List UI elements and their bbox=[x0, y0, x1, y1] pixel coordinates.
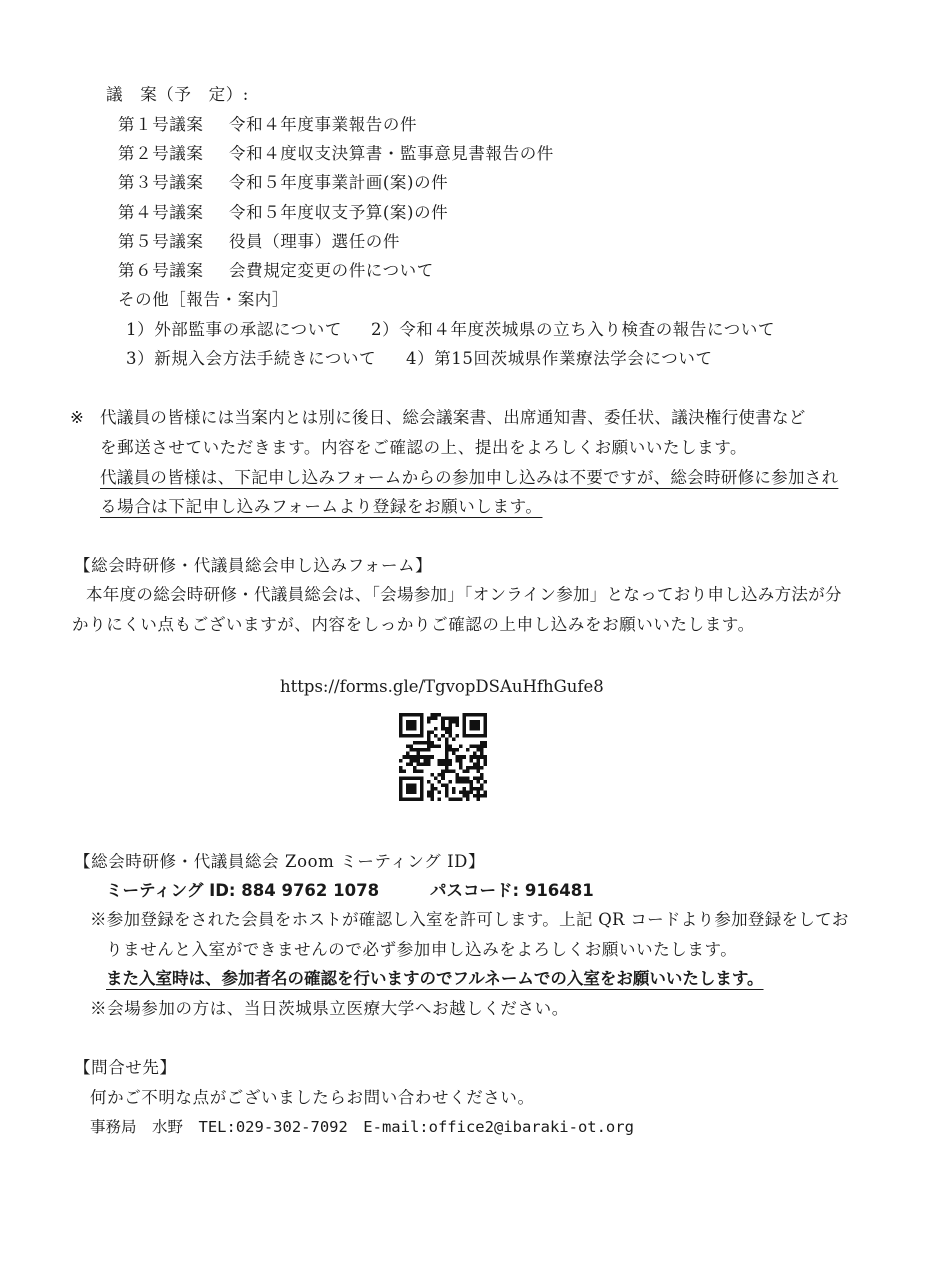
agenda-heading: 議 案（予 定）: bbox=[106, 85, 249, 104]
agenda-item bbox=[118, 260, 434, 282]
agenda-item-text: 会費規定変更の件について bbox=[229, 261, 434, 280]
agenda-item-number: 第６号議案 bbox=[118, 261, 204, 280]
notice-underlined-line: 代議員の皆様は、下記申し込みフォームからの参加申し込みは不要ですが、総会時研修に参加され bbox=[100, 468, 839, 487]
report-item: 3）新規入会方法手続きについて bbox=[126, 349, 377, 368]
agenda-item-number: 第５号議案 bbox=[118, 232, 204, 251]
agenda-item-text: 令和４年度事業報告の件 bbox=[229, 115, 418, 134]
agenda-item bbox=[118, 143, 554, 165]
report-item: 4）第15回茨城県作業療法学会について bbox=[406, 349, 713, 368]
zoom-note: りませんと入室ができませんので必ず参加申し込みをよろしくお願いいたします。 bbox=[106, 940, 738, 959]
notice-mark: ※ bbox=[70, 408, 85, 427]
report-row bbox=[126, 348, 713, 370]
form-url-link[interactable]: https://forms.gle/TgvopDSAuHfhGufe8 bbox=[280, 677, 604, 696]
agenda-item bbox=[118, 114, 417, 136]
agenda-item-number: 第１号議案 bbox=[118, 115, 204, 134]
agenda-item-text: 令和４度収支決算書・監事意見書報告の件 bbox=[229, 144, 554, 163]
zoom-note: ※参加登録をされた会員をホストが確認し入室を許可します。上記 QR コードより参加登録をしてお bbox=[90, 910, 849, 929]
form-text: かりにくい点もございますが、内容をしっかりご確認の上申し込みをお願いいたします。 bbox=[72, 615, 755, 634]
agenda-item-text: 令和５年度事業計画(案)の件 bbox=[229, 173, 449, 192]
report-row bbox=[126, 319, 775, 341]
qr-modules bbox=[399, 713, 487, 801]
zoom-heading: 【総会時研修・代議員総会 Zoom ミーティング ID】 bbox=[74, 852, 486, 871]
form-text: 本年度の総会時研修・代議員総会は、「会場参加」「オンライン参加」となっており申し込み方法が分 bbox=[86, 585, 842, 604]
zoom-emphasis-note: また入室時は、参加者名の確認を行いますのでフルネームでの入室をお願いいたします。 bbox=[106, 969, 764, 988]
contact-details: 事務局 水野 TEL:029-302-7092 E-mail:office2@ibaraki-ot.org bbox=[90, 1118, 634, 1136]
meeting-id: ミーティング ID: 884 9762 1078 bbox=[106, 881, 380, 900]
agenda-item-number: 第３号議案 bbox=[118, 173, 204, 192]
zoom-note: ※会場参加の方は、当日茨城県立医療大学へお越しください。 bbox=[90, 999, 569, 1018]
agenda-item bbox=[118, 172, 448, 194]
agenda-item-number: 第４号議案 bbox=[118, 203, 204, 222]
notice-line: 代議員の皆様には当案内とは別に後日、総会議案書、出席通知書、委任状、議決権行使書など bbox=[100, 408, 806, 427]
contact-text: 何かご不明な点がございましたらお問い合わせください。 bbox=[90, 1088, 535, 1107]
notice-line: を郵送させていただきます。内容をご確認の上、提出をよろしくお願いいたします。 bbox=[100, 438, 748, 457]
notice-underlined-line: る場合は下記申し込みフォームより登録をお願いします。 bbox=[100, 497, 543, 516]
agenda-item bbox=[118, 202, 448, 224]
form-heading: 【総会時研修・代議員総会申し込みフォーム】 bbox=[74, 556, 433, 575]
other-heading: その他［報告・案内］ bbox=[118, 290, 289, 309]
agenda-item-text: 令和５年度収支予算(案)の件 bbox=[229, 203, 449, 222]
passcode: パスコード: 916481 bbox=[430, 881, 594, 900]
agenda-item bbox=[118, 231, 400, 253]
report-item: 2）令和４年度茨城県の立ち入り検査の報告について bbox=[371, 320, 776, 339]
report-item: 1）外部監事の承認について bbox=[126, 320, 342, 339]
qr-code bbox=[399, 713, 487, 801]
agenda-item-number: 第２号議案 bbox=[118, 144, 204, 163]
contact-heading: 【問合せ先】 bbox=[74, 1058, 177, 1077]
agenda-item-text: 役員（理事）選任の件 bbox=[229, 232, 400, 251]
